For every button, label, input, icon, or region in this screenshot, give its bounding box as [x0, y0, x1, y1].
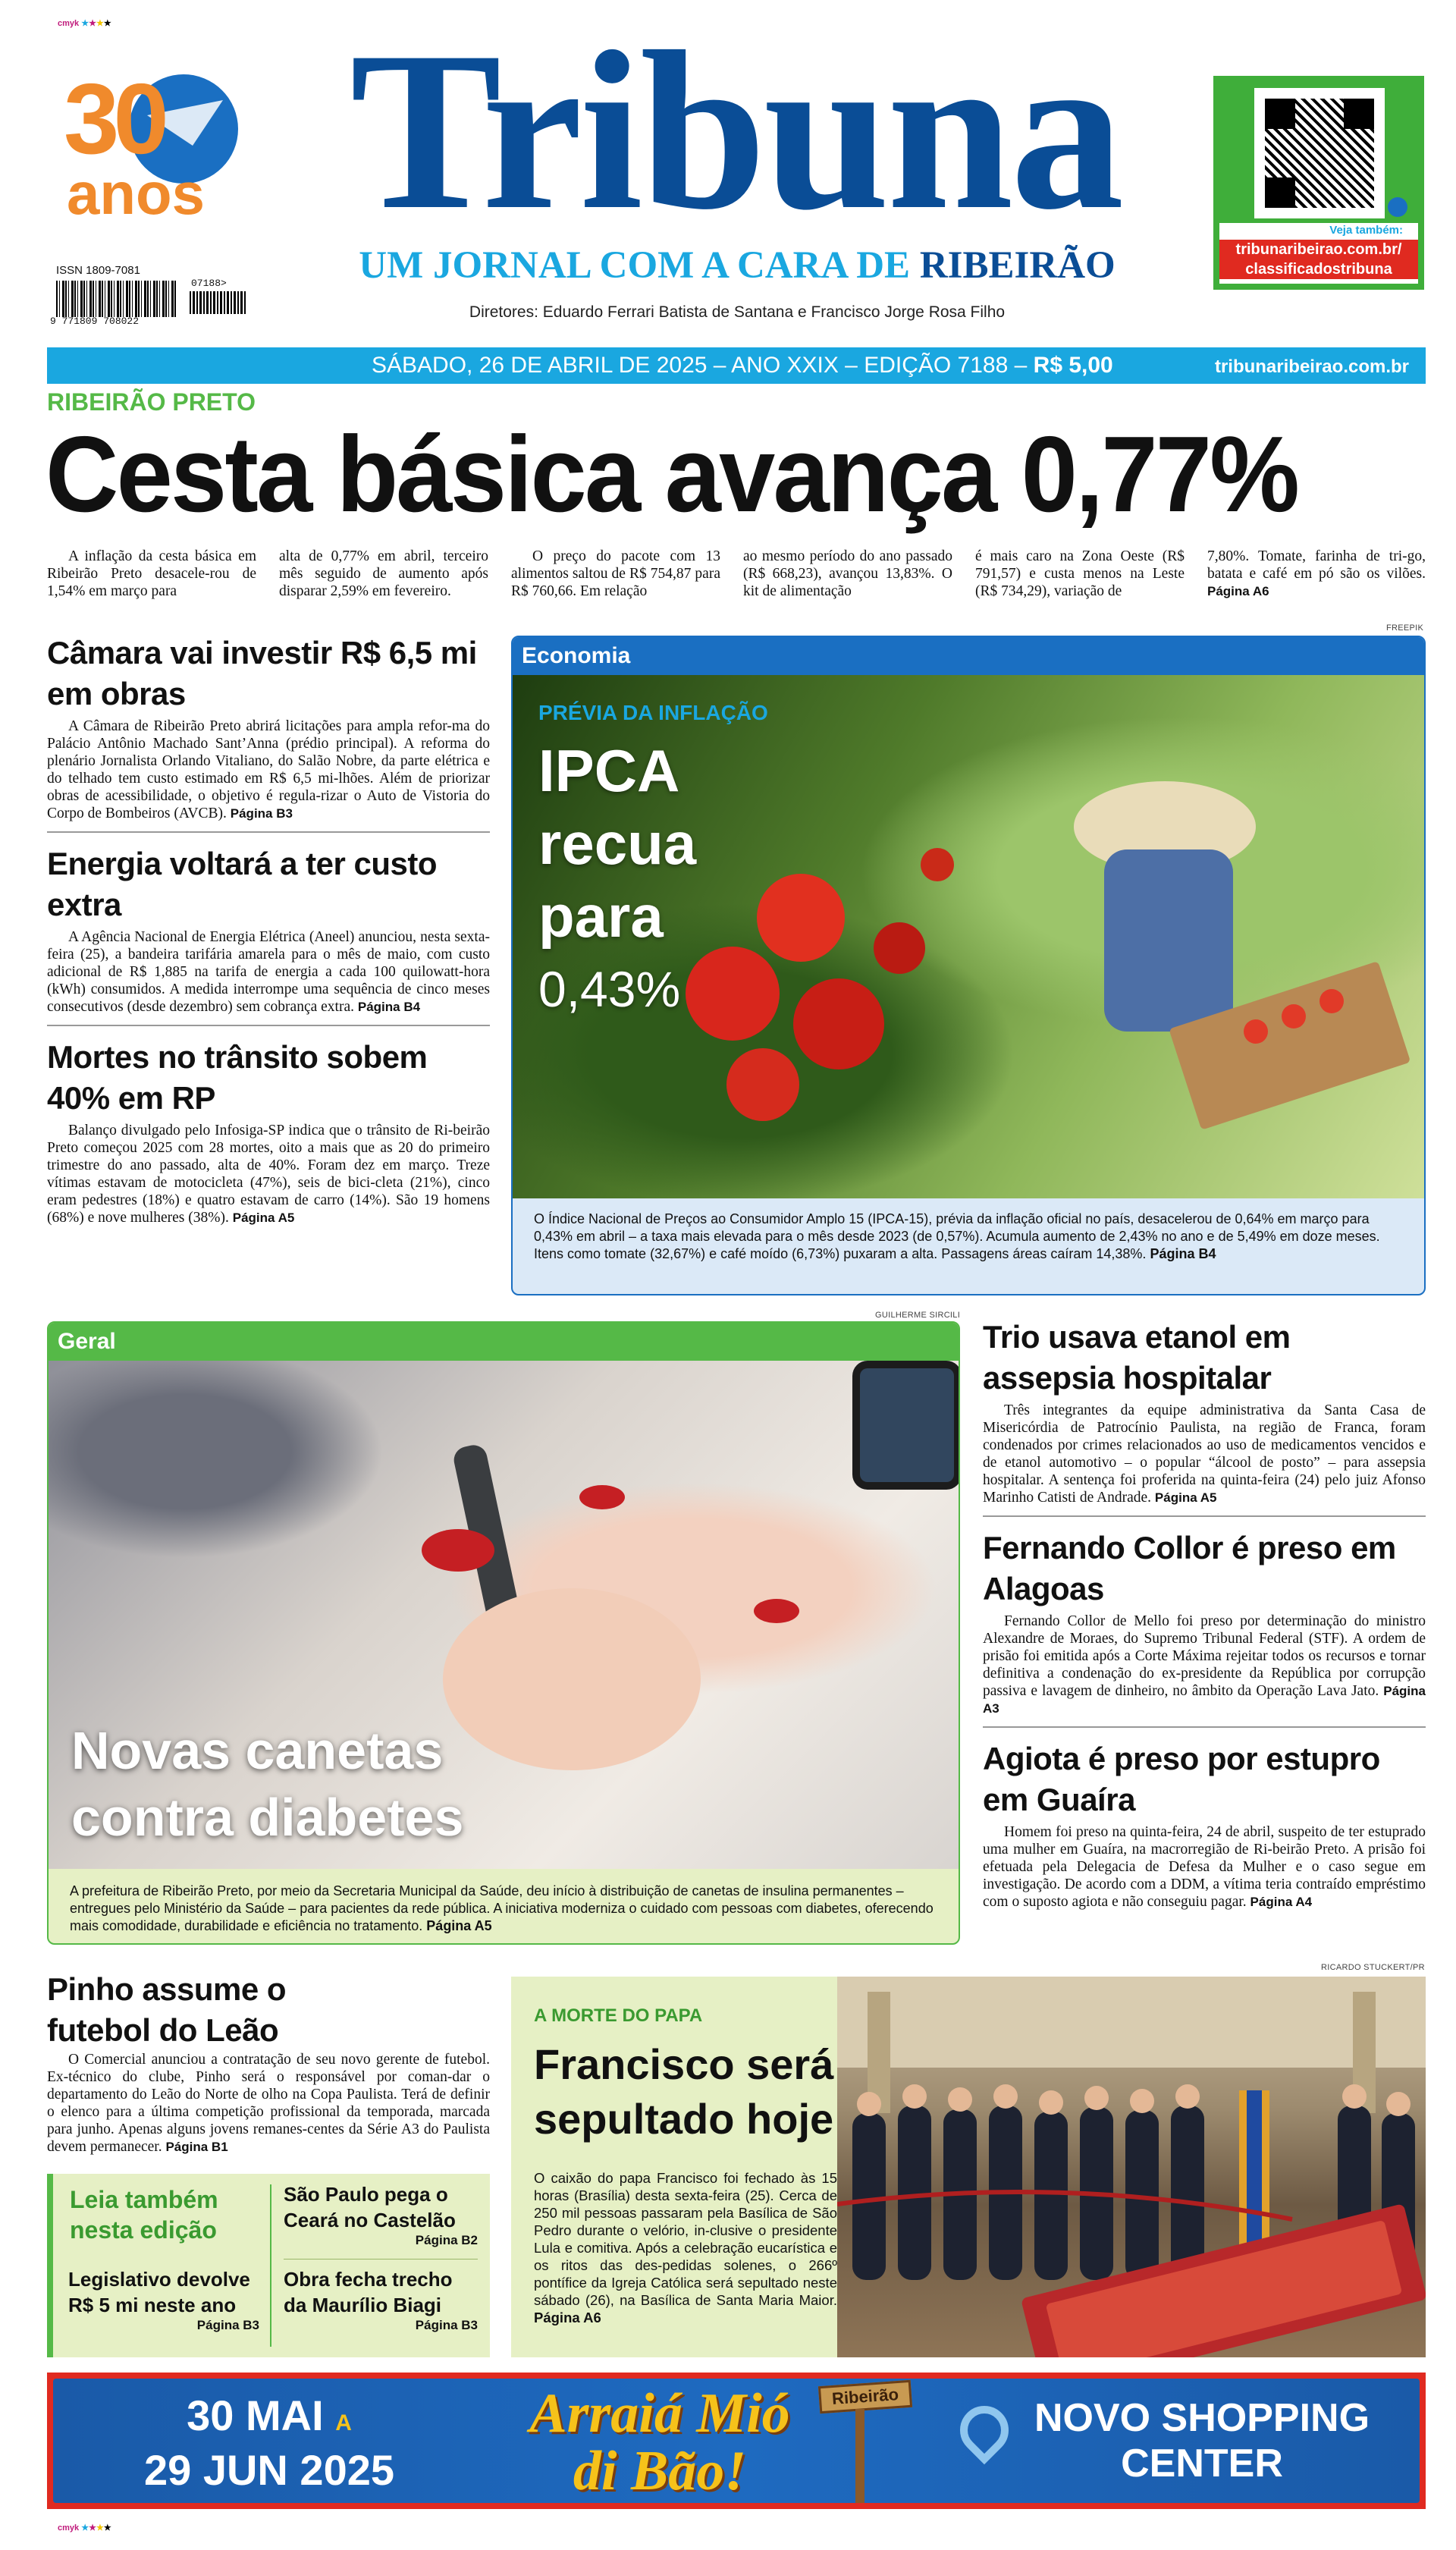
story-page-ref[interactable]: Página A5 — [232, 1211, 295, 1225]
story-body: O Comercial anunciou a contratação de seu novo gerente de futebol. Ex-técnico do clube, Pinho será o responsável por coman-dar o departamento do Leão do Norte de olho na Copa Paulista. Terá de definir o elenco para a última competição profissional da temporada, marcada para junho. Apenas alguns jovens remanes-centes da Série A3 do Paulista devem permanecer. Página B1 — [47, 2052, 490, 2155]
story-trio — [983, 1317, 1426, 1506]
economia-headline: IPCA recua para 0,43% — [538, 737, 697, 1017]
story-body: A Câmara de Ribeirão Preto abrirá licitações para ampla refor-ma do Palácio Antônio Machado Sant’Anna (prédio principal). A reforma do plenário Jornalista Orlando Vitaliano, do Salão Nobre, da parte elétrica e do telhado tem custo estimado em R$ 6,5 mi-lhões. Além de priorizar obras de acessibilidade, o objetivo é regula-rizar o Auto de Vistoria do Corpo de Bombeiros (AVCB). Página B3 — [47, 718, 490, 821]
photo-credit-stuckert: RICARDO STUCKERT/PR — [1321, 1963, 1425, 1972]
lead-col-1: A inflação da cesta básica em Ribeirão Preto desacele-rou de 1,54% em março para — [47, 548, 256, 599]
anniversary-badge — [64, 63, 246, 229]
ad-venue: NOVO SHOPPING CENTER — [1034, 2396, 1370, 2486]
divider — [983, 1726, 1426, 1728]
story-collor — [983, 1528, 1426, 1717]
economia-caption: O Índice Nacional de Preços ao Consumidor Amplo 15 (IPCA-15), prévia da inflação oficial no país, desacelerou de 0,64% em março para 0,43% em abril – a taxa mais elevada para o mês desde 2023 (de 0,57%). Acumula aumento de 2,43% no ano e de 5,49% em doze meses. Itens como tomate (32,67%) e café moído (6,73%) puxaram a alta. Passagens áreas caíram 14,38%. Página B4 — [534, 1211, 1380, 1261]
lead-page-ref[interactable]: Página A6 — [1207, 584, 1269, 598]
qr-link-2[interactable]: classificadostribuna — [1219, 259, 1418, 279]
masthead-slogan: UM JORNAL COM A CARA DE RIBEIRÃO — [359, 244, 1116, 287]
geral-block — [47, 1321, 960, 1945]
right-stories — [983, 1317, 1426, 1911]
geral-caption: A prefeitura de Ribeirão Preto, por meio da Secretaria Municipal da Saúde, deu início à distribuição de canetas de insulina permanentes – entregues pelo Ministério da Saúde – para pacientes da rede pública. A iniciativa moderniza o cuidado com pessoas com diabetes, oferecendo mais comodidade, durabilidade e eficiência no tratamento. Página A5 — [70, 1883, 934, 1933]
lead-body — [47, 548, 1426, 608]
papa-block — [511, 1977, 1426, 2357]
story-page-ref[interactable]: Página A3 — [983, 1684, 1426, 1716]
leia-item-2[interactable]: São Paulo pega o Ceará no Castelão Página B2 — [284, 2183, 478, 2247]
leia-item-1[interactable]: Legislativo devolve R$ 5 mi neste ano Página B3 — [68, 2268, 259, 2332]
geral-headline: Novas canetas contra diabetes — [71, 1721, 464, 1847]
badge-word: anos — [67, 160, 206, 227]
qr-box-bottom — [1219, 223, 1418, 284]
story-page-ref[interactable]: Página B1 — [165, 2140, 228, 2154]
arraia-ad[interactable] — [47, 2373, 1426, 2509]
qr-see-also: Veja também: — [1329, 224, 1403, 237]
divider — [47, 1025, 490, 1026]
masthead-directors: Diretores: Eduardo Ferrari Batista de Santana e Francisco Jorge Rosa Filho — [469, 303, 1006, 321]
economia-page-ref[interactable]: Página B4 — [1150, 1246, 1216, 1261]
ad-sign: Ribeirão — [818, 2380, 912, 2413]
story-pinho — [47, 1969, 490, 2156]
story-agiota — [983, 1738, 1426, 1911]
story-energia — [47, 843, 490, 1016]
story-camara — [47, 633, 490, 822]
leia-title: Leia também nesta edição — [70, 2186, 218, 2244]
economia-block — [511, 636, 1426, 1295]
papa-kicker: A MORTE DO PAPA — [534, 2005, 703, 2026]
economia-kicker: PRÉVIA DA INFLAÇÃO — [538, 701, 768, 724]
story-body: Fernando Collor de Mello foi preso por determinação do ministro Alexandre de Moraes, do Supremo Tribunal Federal (STF). A ordem de prisão foi emitida após a Corte Máxima rejeitar todos os recursos e tornar definitiva a condenação do ex-presidente da República por corrupção passiva e lavagem de dinheiro, no âmbito da Operação Lava Jato. Página A3 — [983, 1613, 1426, 1716]
masthead-title: Tribuna — [350, 5, 1122, 256]
leia-vertical-rule — [270, 2184, 271, 2347]
funeral-illustration-icon — [837, 1977, 1426, 2357]
insulin-pen-photo — [49, 1361, 960, 1869]
photo-credit-sircili: GUILHERME SIRCILI — [875, 1311, 961, 1320]
story-title[interactable]: Agiota é preso por estupro em Guaíra — [983, 1741, 1380, 1817]
geral-page-ref[interactable]: Página A5 — [426, 1918, 492, 1933]
divider — [47, 831, 490, 833]
story-body: Três integrantes da equipe administrativa da Santa Casa de Misericórdia de Patrocínio Paulista, na região de Franca, foram condenados por crimes relacionados ao uso de medicamentos vencidos e de etanol automotivo – o popular “álcool de posto” – para assepsia hospitalar. A sentença foi proferida na quinta-feira (24) pelo juiz Afonso Marinho Catisti de Andrade. Página A5 — [983, 1402, 1426, 1506]
qr-box[interactable] — [1213, 76, 1424, 290]
lead-col-2: alta de 0,77% em abril, terceiro mês seguido de aumento após disparar 2,59% em fevereiro. — [279, 548, 488, 599]
leia-item-3[interactable]: Obra fecha trecho da Maurílio Biagi Página B3 — [284, 2268, 478, 2332]
qr-code-icon — [1254, 88, 1385, 218]
story-title[interactable]: Energia voltará a ter custo extra — [47, 846, 438, 922]
story-transito — [47, 1037, 490, 1226]
lead-col-4: ao mesmo período do ano passado (R$ 668,23), avançou 13,83%. O kit de alimentação — [743, 548, 952, 599]
dateline-site[interactable]: tribunaribeirao.com.br — [1214, 356, 1409, 377]
qr-link-1[interactable]: tribunaribeirao.com.br/ — [1219, 240, 1418, 259]
issn-label: ISSN 1809-7081 — [56, 264, 140, 277]
dateline-text: SÁBADO, 26 DE ABRIL DE 2025 – ANO XXIX – EDIÇÃO 7188 – R$ 5,00 — [372, 353, 1113, 378]
story-body: Homem foi preso na quinta-feira, 24 de abril, suspeito de ter estuprado uma mulher em Guaíra, na macrorregião de Ri-beirão Preto. A prisão foi efetuada pela Delegacia de Defesa da Mulher e o caso segue em investigação. De acordo com a DDM, a vítima teria contraído empréstimo com o suposto agiota e não conseguiu pagar. Página A4 — [983, 1824, 1426, 1910]
story-title[interactable]: Fernando Collor é preso em Alagoas — [983, 1530, 1396, 1606]
dateline-bar — [47, 347, 1426, 384]
leia-divider — [284, 2259, 478, 2260]
lead-headline: Cesta básica avança 0,77% — [46, 414, 1298, 535]
leia-tambem-box — [47, 2174, 490, 2357]
tomato-photo — [513, 675, 1426, 1198]
story-title[interactable]: Câmara vai investir R$ 6,5 mi em obras — [47, 635, 477, 711]
ad-sign-post — [855, 2409, 864, 2503]
ad-dates: 30 MAI A 29 JUN 2025 — [144, 2391, 395, 2494]
story-page-ref[interactable]: Página B4 — [357, 1000, 421, 1014]
story-title[interactable]: Pinho assume o futebol do Leão — [47, 1971, 287, 2048]
lead-col-3: O preço do pacote com 13 alimentos saltou de R$ 754,87 para R$ 760,66. Em relação — [511, 548, 720, 599]
cmyk-mark-bottom: cmyk ★★★★ — [58, 2523, 111, 2533]
badge-number: 30 — [64, 63, 163, 174]
papa-funeral-photo — [837, 1977, 1426, 2357]
ad-event-title: Arraiá Mió di Bão! — [529, 2382, 790, 2502]
lead-kicker: RIBEIRÃO PRETO — [47, 388, 256, 416]
story-body: A Agência Nacional de Energia Elétrica (Aneel) anunciou, nesta sexta-feira (25), a bandeira tarifária amarela para o mês de maio, com custo adicional de R$ 1,885 na tarifa de energia a cada 100 quilowatt-hora (kWh) consumidos. A medida interrompe uma sequência de cinco meses consecutivos (desde dezembro) sem cobrança extra. Página B4 — [47, 929, 490, 1015]
divider — [983, 1515, 1426, 1517]
lead-col-5: é mais caro na Zona Oeste (R$ 791,57) e custa menos na Leste (R$ 734,29), variação de — [975, 548, 1185, 599]
papa-headline[interactable]: Francisco será sepultado hoje — [534, 2040, 834, 2143]
story-page-ref[interactable]: Página B3 — [230, 806, 293, 821]
story-page-ref[interactable]: Página A5 — [1154, 1490, 1217, 1505]
section-economia[interactable]: Economia — [513, 637, 1424, 675]
story-title[interactable]: Trio usava etanol em assepsia hospitalar — [983, 1319, 1291, 1396]
pin-icon — [1388, 197, 1407, 217]
story-page-ref[interactable]: Página A4 — [1250, 1895, 1313, 1909]
papa-page-ref[interactable]: Página A6 — [534, 2310, 601, 2325]
location-pin-icon — [950, 2396, 1019, 2465]
papa-body: O caixão do papa Francisco foi fechado às 15 horas (Brasília) desta sexta-feira (25). Cerca de 250 mil pessoas passaram pela Basílica de São Pedro durante o velório, in-clusive o presidente Lula e comitiva. Após a celebração eucarística e os ritos das des-pedidas solenes, o 266º pontífice da Igreja Católica será sepultado neste sábado (26), na Basílica de Santa Maria Maior. Página A6 — [534, 2170, 837, 2325]
section-geral[interactable]: Geral — [49, 1323, 959, 1361]
barcode — [56, 281, 177, 317]
cmyk-mark-top: cmyk ★★★★ — [58, 19, 111, 28]
story-title[interactable]: Mortes no trânsito sobem 40% em RP — [47, 1039, 428, 1116]
left-stories — [47, 633, 490, 1226]
issue-barcode — [190, 291, 247, 314]
photo-credit-freepik: FREEPIK — [1386, 623, 1424, 633]
barcode-digits: 9 771809 708022 — [50, 316, 140, 327]
issue-code: 07188> — [191, 278, 227, 289]
lead-col-6: 7,80%. Tomate, farinha de tri-go, batata e café em pó são os vilões. Página A6 — [1207, 548, 1426, 598]
story-body: Balanço divulgado pelo Infosiga-SP indica que o trânsito de Ri-beirão Preto começou 2025 com 28 mortes, oito a mais que as 20 do primeiro trimestre do ano passado, alta de 40%. Foram dez em março. Treze vítimas estavam de motocicleta (47%), seis de bici-cleta (21%), cinco eram pedestres (18%) e quatro estavam de carro (14%). São 19 homens (68%) e nove mulheres (38%). Página A5 — [47, 1123, 490, 1226]
